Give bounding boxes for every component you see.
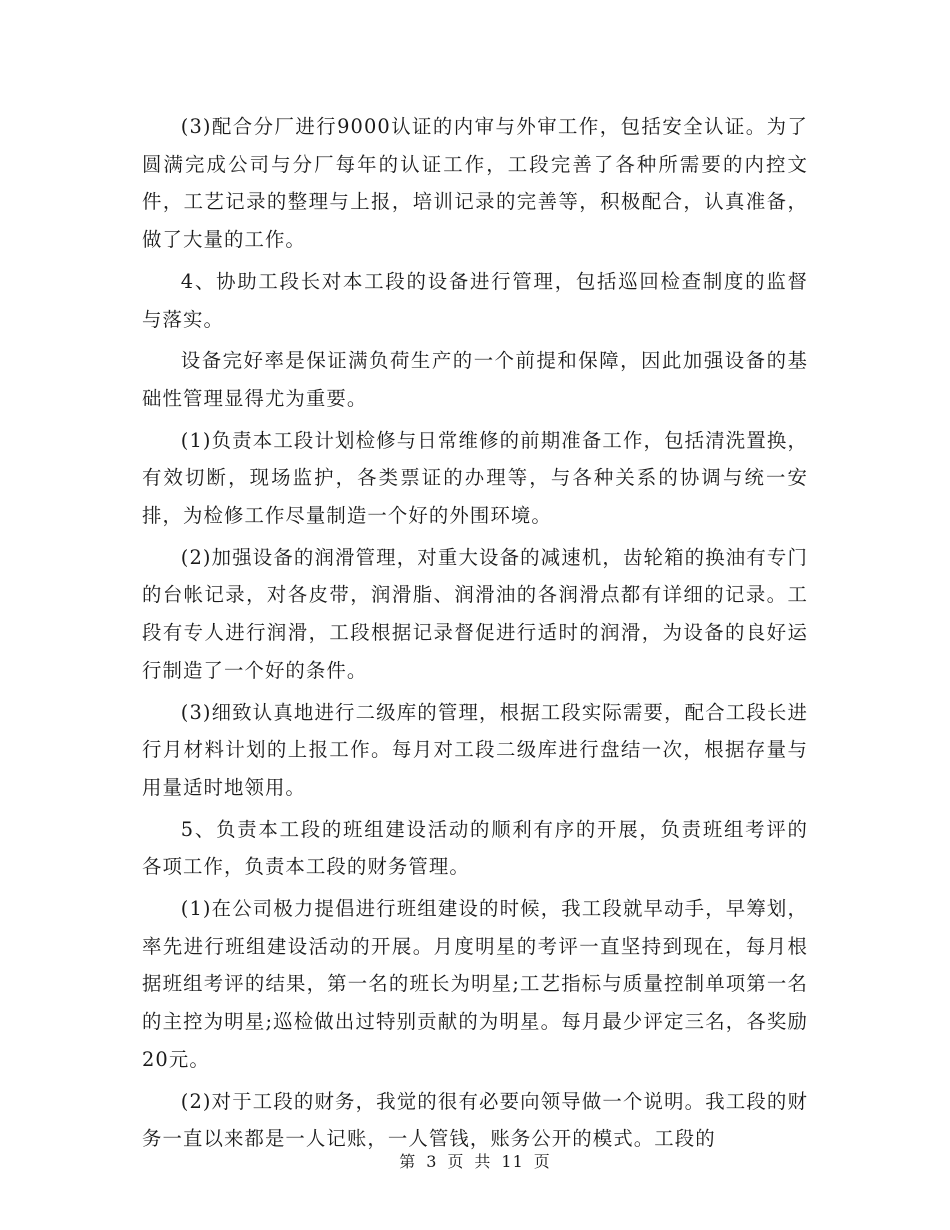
paragraph: (2)加强设备的润滑管理，对重大设备的减速机，齿轮箱的换油有专门的台帐记录，对各皮带，润滑脂、润滑油的各润滑点都有详细的记录。工段有专人进行润滑，工段根据记录督促进行适时的润滑，为设备的良好运行制造了一个好的条件。 (142, 545, 808, 682)
paragraph: (1)在公司极力提倡进行班组建设的时候，我工段就早动手，早筹划，率先进行班组建设活动的开展。月度明星的考评一直坚持到现在，每月根据班组考评的结果，第一名的班长为明星;工艺指标与质量控制单项第一名的主控为明星;巡检做出过特别贡献的为明星。每月最少评定三名，各奖励20元。 (142, 897, 808, 1071)
page-footer (0, 1152, 950, 1172)
footer-current-page: 3 (426, 1152, 438, 1171)
paragraph: (3)细致认真地进行二级库的管理，根据工段实际需要，配合工段长进行月材料计划的上报工作。每月对工段二级库进行盘结一次，根据存量与用量适时地领用。 (142, 700, 808, 799)
footer-total-prefix: 共 (474, 1152, 492, 1171)
paragraph: (3)配合分厂进行9000认证的内审与外审工作，包括安全认证。为了圆满完成公司与分厂每年的认证工作，工段完善了各种所需要的内控文件，工艺记录的整理与上报，培训记录的完善等，积极配合，认真准备，做了大量的工作。 (142, 115, 808, 252)
footer-page-word: 页 (447, 1152, 465, 1171)
paragraph: 4、协助工段长对本工段的设备进行管理，包括巡回检查制度的监督与落实。 (142, 269, 808, 331)
paragraph: 5、负责本工段的班组建设活动的顺利有序的开展，负责班组考评的各项工作，负责本工段的财务管理。 (142, 817, 808, 879)
paragraph: 设备完好率是保证满负荷生产的一个前提和保障，因此加强设备的基础性管理显得尤为重要。 (142, 349, 808, 410)
footer-suffix: 页 (533, 1152, 551, 1171)
paragraph: (2)对于工段的财务，我觉的很有必要向领导做一个说明。我工段的财务一直以来都是一人记账，一人管钱，账务公开的模式。工段的 (142, 1089, 808, 1151)
paragraph: (1)负责本工段计划检修与日常维修的前期准备工作，包括清洗置换，有效切断，现场监护，各类票证的办理等，与各种关系的协调与统一安排，为检修工作尽量制造一个好的外围环境。 (142, 428, 808, 528)
footer-prefix: 第 (399, 1152, 417, 1171)
footer-total-pages: 11 (501, 1152, 524, 1171)
document-body (142, 108, 808, 1162)
